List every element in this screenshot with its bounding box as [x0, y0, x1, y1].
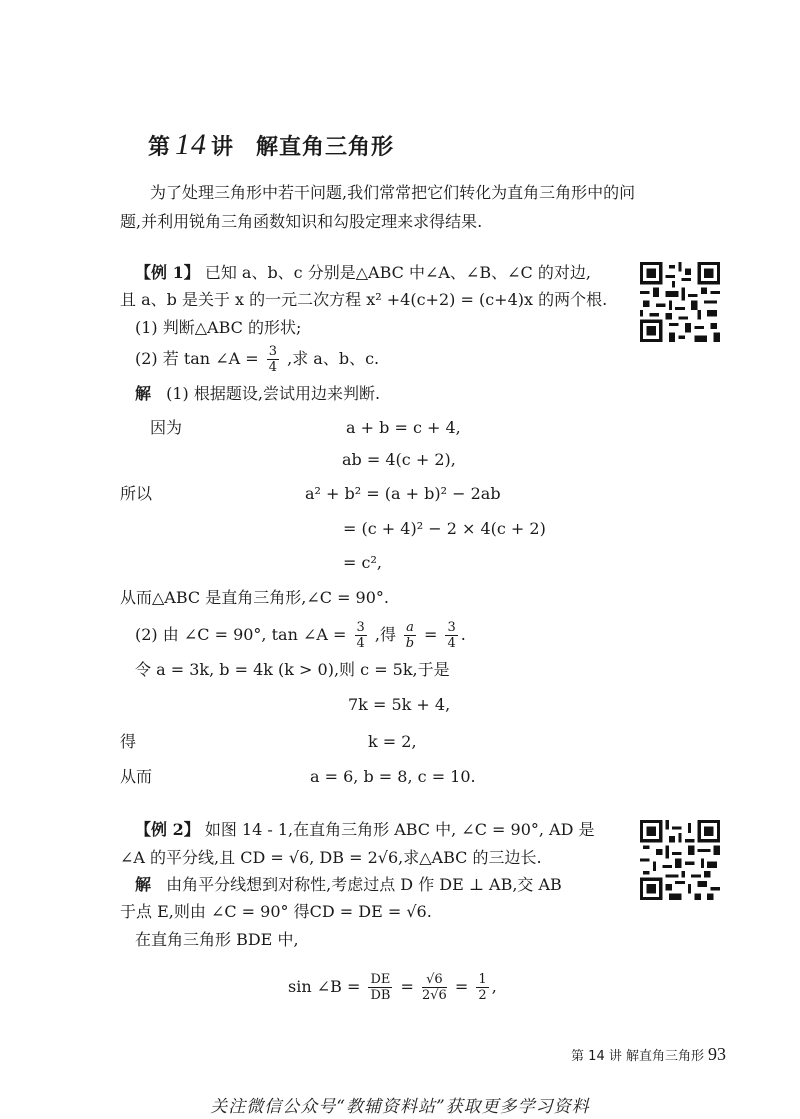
equation-6: 7k = 5k + 4,: [348, 695, 451, 714]
example1-part2: [135, 620, 466, 651]
intro-line-2: 题,并利用锐角三角函数知识和勾股定理来求得结果.: [120, 212, 483, 231]
title-prefix: 第: [148, 134, 172, 160]
get-word: 得: [120, 732, 137, 751]
sine-equals-2: =: [454, 977, 469, 996]
page-number: 93: [708, 1044, 726, 1064]
part2-mid: ,得: [374, 625, 396, 644]
sine-end: ,: [491, 977, 497, 996]
solution-label: 解: [135, 384, 152, 403]
qr-code-icon[interactable]: [640, 820, 720, 900]
equation-7: k = 2,: [368, 732, 417, 751]
watermark: 关注微信公众号“教辅资料站”获取更多学习资料: [210, 1097, 590, 1117]
sine-equation: [288, 972, 497, 1003]
part2-f3-den: 4: [447, 636, 456, 651]
part2-end: .: [460, 625, 466, 644]
part2-fraction-2: [404, 620, 416, 651]
example2-solution-text: 由角平分线想到对称性,考虑过点 D 作 DE ⊥ AB,交 AB: [166, 875, 562, 894]
equation-2: ab = 4(c + 2),: [342, 450, 456, 469]
let-line: 令 a = 3k, b = 4k (k > 0),则 c = 5k,于是: [135, 660, 450, 679]
thus-word: 从而: [120, 767, 153, 786]
example2-solution-line2: 于点 E,则由 ∠C = 90° 得CD = DE = √6.: [120, 902, 432, 921]
sine-f2-den: 2√6: [421, 988, 447, 1003]
example2-in-triangle: 在直角三角形 BDE 中,: [135, 930, 299, 949]
example1-solution-intro: [135, 384, 380, 404]
part2-fraction-3: [445, 620, 457, 651]
example1-line1: 已知 a、b、c 分别是△ABC 中∠A、∠B、∠C 的对边,: [204, 263, 591, 282]
equation-3: a² + b² = (a + b)² − 2ab: [305, 484, 501, 503]
page-title: [148, 128, 394, 162]
example1-label: 【例 1】: [135, 263, 200, 282]
q2-num: 3: [268, 344, 278, 359]
sine-f1-den: DB: [370, 988, 391, 1003]
sine-equals-1: =: [400, 977, 414, 996]
example1-q2: [135, 344, 379, 375]
example2-line2: ∠A 的平分线,且 CD = √6, DB = 2√6,求△ABC 的三边长.: [120, 848, 542, 867]
part2-fraction-1: [355, 620, 367, 651]
sine-fraction-3: [476, 972, 488, 1003]
sine-f2-num: √6: [422, 972, 447, 988]
q2-den: 4: [268, 360, 278, 375]
title-suffix: 讲: [211, 134, 235, 160]
q2-prefix: (2) 若 tan ∠A =: [135, 349, 259, 368]
sine-fraction-2: [422, 972, 447, 1003]
title-name: 解直角三角形: [256, 134, 395, 160]
example2-solution-line1: [135, 875, 562, 895]
part2-f1-den: 4: [356, 636, 365, 651]
equation-1: a + b = c + 4,: [346, 418, 461, 437]
sine-f1-num: DE: [370, 972, 391, 987]
part2-equals: =: [423, 625, 438, 644]
page-footer: [571, 1044, 726, 1065]
intro-line-1: 为了处理三角形中若干问题,我们常常把它们转化为直角三角形中的问: [150, 183, 636, 202]
example1-conclusion: 从而△ABC 是直角三角形,∠C = 90°.: [120, 588, 390, 607]
example1-header: [135, 263, 591, 283]
sine-prefix: sin ∠B =: [288, 977, 361, 996]
part2-f3-num: 3: [447, 620, 456, 635]
sine-f3-num: 1: [478, 972, 487, 987]
sine-fraction-1: [368, 972, 392, 1003]
solution-intro: (1) 根据题设,尝试用边来判断.: [166, 384, 381, 403]
part2-f2-num: a: [406, 620, 414, 635]
title-number: 14: [175, 128, 208, 161]
qr-code-icon[interactable]: [640, 262, 720, 342]
example2-line1: 如图 14 - 1,在直角三角形 ABC 中, ∠C = 90°, AD 是: [204, 820, 595, 839]
so-word: 所以: [120, 484, 153, 503]
example2-solution-label: 解: [135, 875, 152, 894]
equation-4: = (c + 4)² − 2 × 4(c + 2): [343, 519, 546, 538]
part2-f1-num: 3: [356, 620, 365, 635]
example2-header: [135, 820, 595, 840]
example2-label: 【例 2】: [135, 820, 200, 839]
sine-f3-den: 2: [478, 988, 487, 1003]
equation-8: a = 6, b = 8, c = 10.: [310, 767, 476, 786]
example1-line2: 且 a、b 是关于 x 的一元二次方程 x² +4(c+2) = (c+4)x 的两个根.: [120, 290, 608, 309]
footer-chapter: 第 14 讲 解直角三角形: [571, 1049, 704, 1064]
part2-prefix: (2) 由 ∠C = 90°, tan ∠A =: [135, 625, 347, 644]
q2-fraction: [267, 344, 279, 375]
part2-f2-den: b: [405, 636, 415, 651]
q2-suffix: ,求 a、b、c.: [287, 349, 380, 368]
equation-5: = c²,: [343, 553, 382, 572]
because-word: 因为: [150, 418, 183, 437]
example1-q1: (1) 判断△ABC 的形状;: [135, 318, 302, 337]
